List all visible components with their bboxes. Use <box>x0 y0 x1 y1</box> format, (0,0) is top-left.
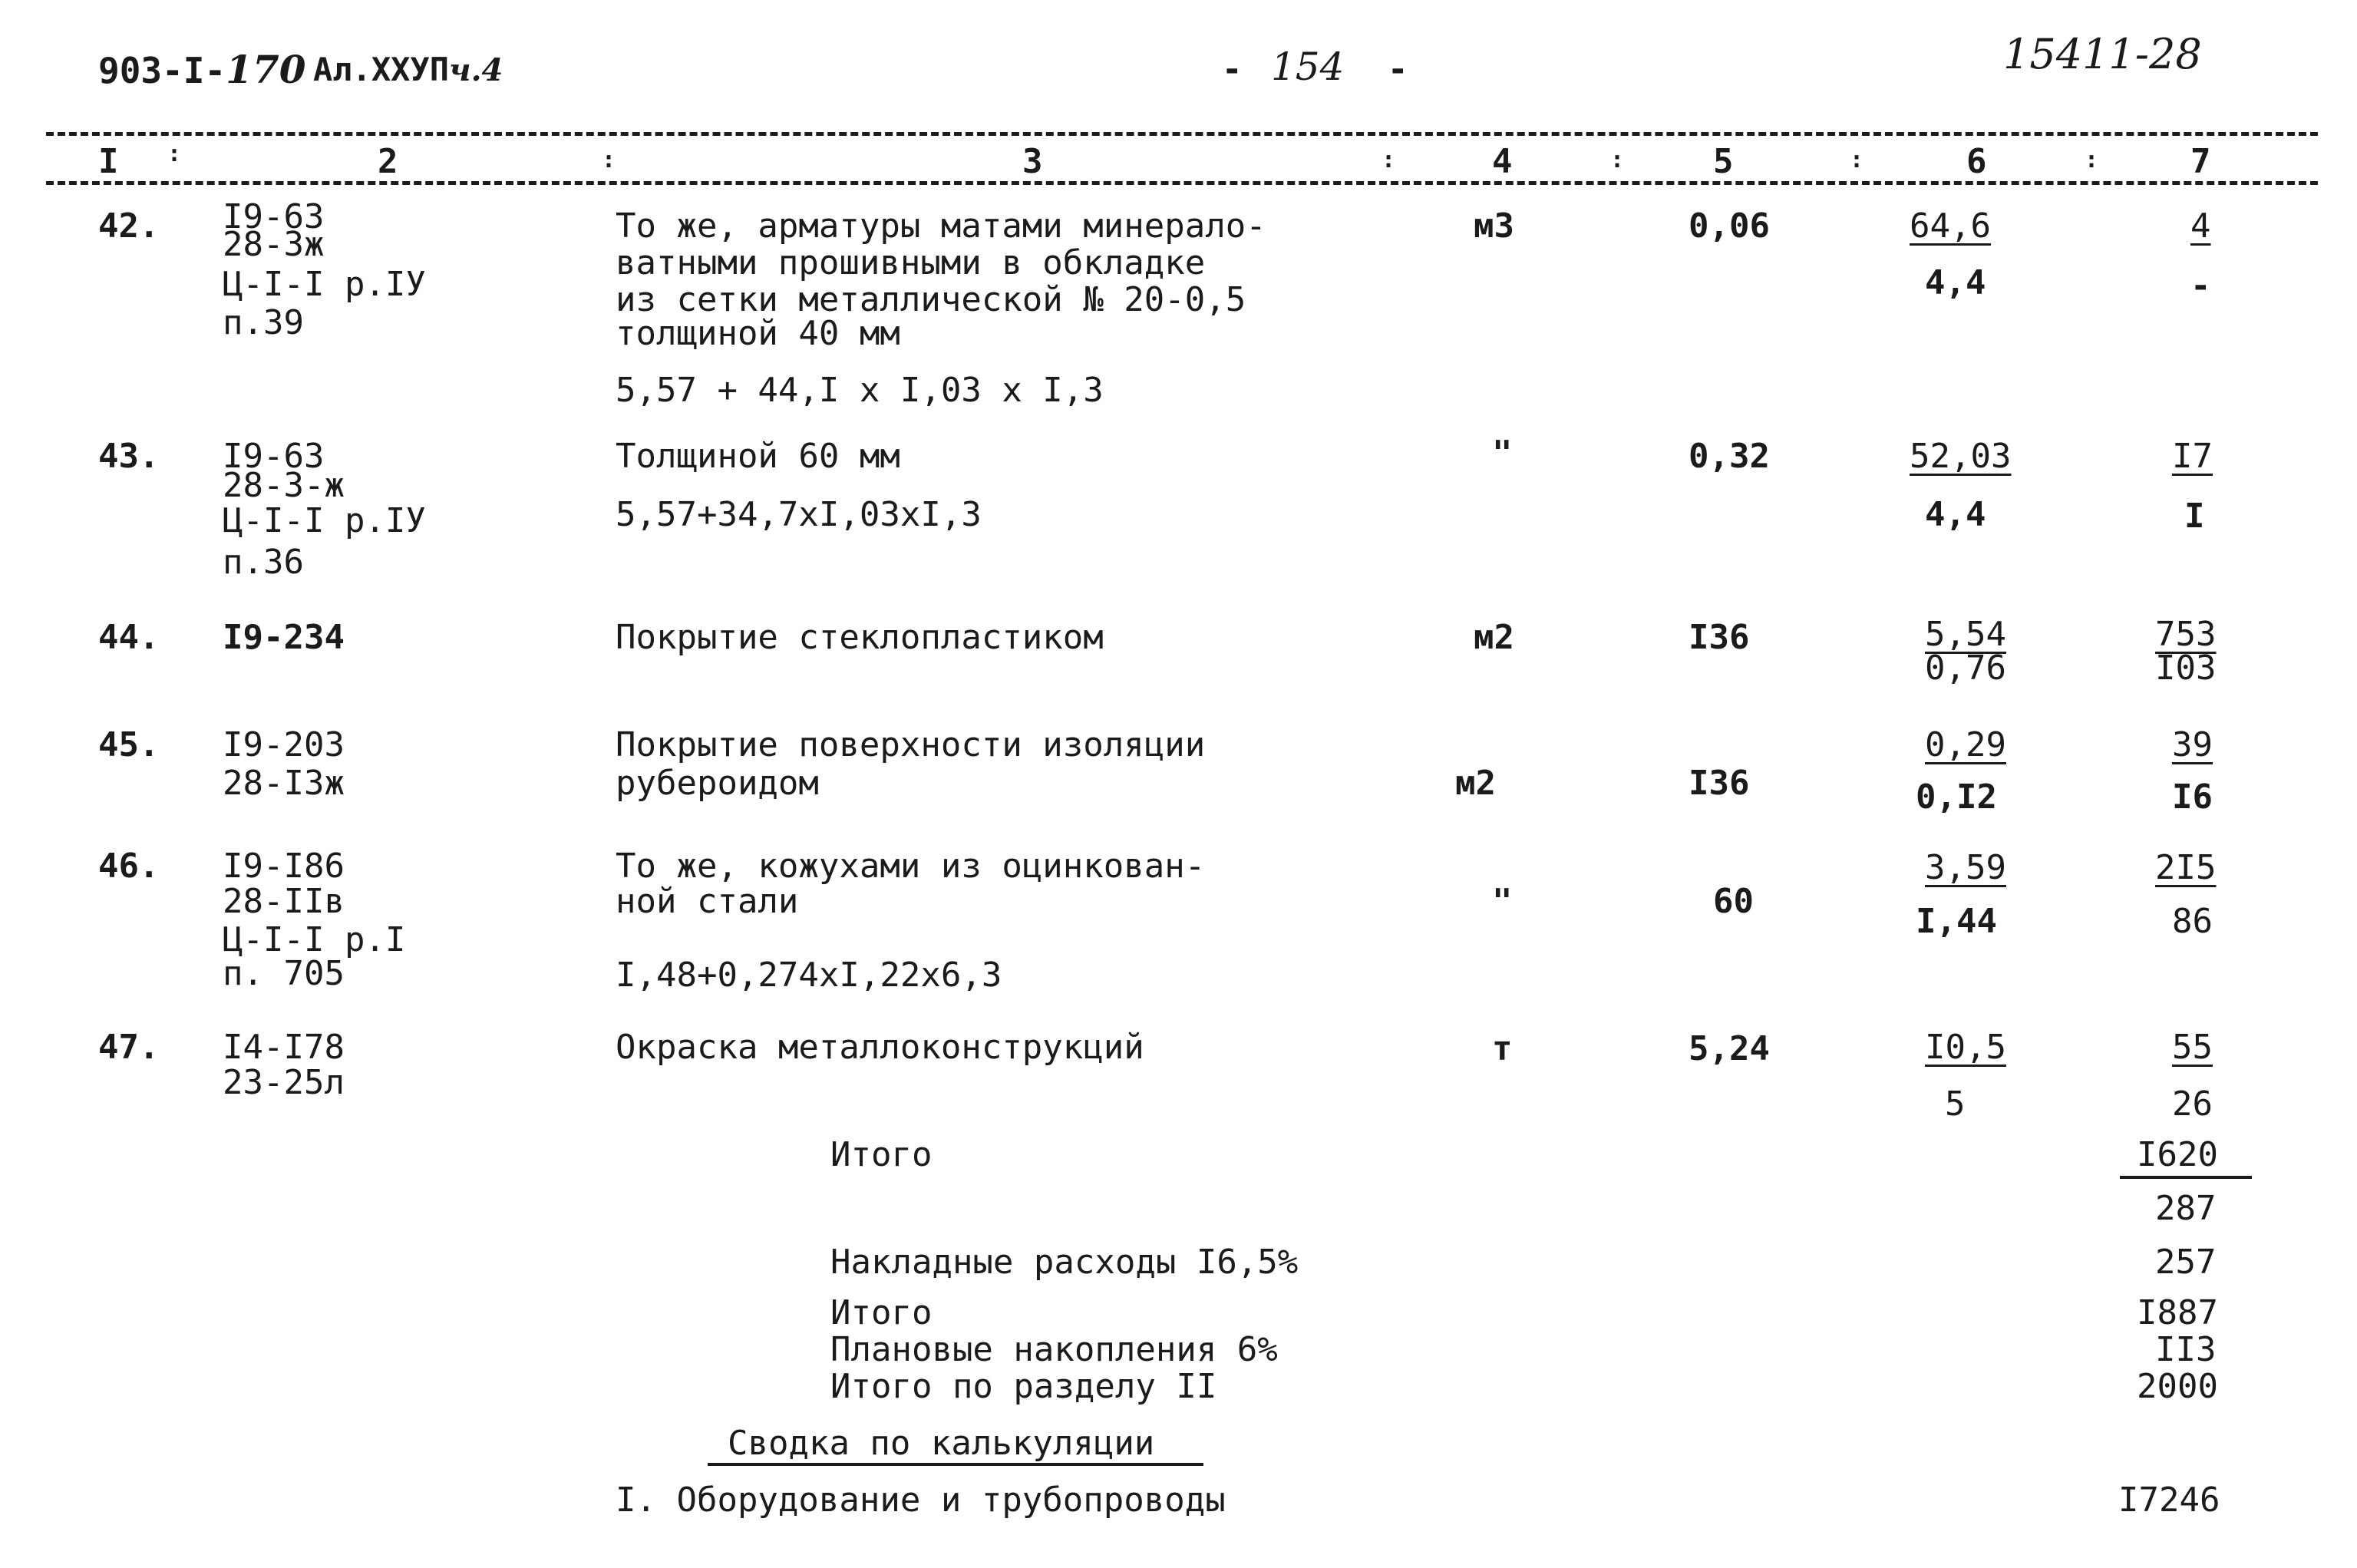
column-separator: : <box>167 140 182 167</box>
norm-code-line: 28-IIв <box>223 882 345 921</box>
unit: т <box>1492 1029 1513 1068</box>
cost-wages: - <box>2190 266 2211 305</box>
cost-wages: I03 <box>2155 649 2217 688</box>
page-dash-right: - <box>1388 50 1408 89</box>
unit-price-wages: I,44 <box>1916 902 1997 941</box>
work-description-line: ватными прошивными в обкладке <box>616 243 1206 282</box>
column-separator: : <box>1382 147 1396 173</box>
calculation-formula: 5,57 + 44,I x I,03 x I,3 <box>616 371 1104 410</box>
page-number: 154 <box>1271 45 1345 89</box>
summary-item-value: I7246 <box>2118 1481 2220 1520</box>
norm-code-line: I9-203 <box>223 725 345 764</box>
cost-wages: I6 <box>2172 777 2213 817</box>
page-dash-left: - <box>1222 50 1243 89</box>
calculation-formula: 5,57+34,7xI,03xI,3 <box>616 495 982 534</box>
album-code-printed: Ал.XXУП <box>313 51 450 88</box>
unit-price-wages: 0,I2 <box>1916 777 1997 817</box>
document-code <box>98 47 306 92</box>
cost-total: 55 <box>2172 1028 2213 1067</box>
quantity: 5,24 <box>1689 1029 1770 1068</box>
cost-total: 753 <box>2155 615 2217 654</box>
cost-total: 39 <box>2172 725 2213 764</box>
section-total-value: 2000 <box>2137 1367 2218 1406</box>
quantity: 60 <box>1713 882 1754 921</box>
summary-title: Сводка по калькуляции <box>728 1424 1155 1463</box>
unit-price-wages: 4,4 <box>1925 263 1986 302</box>
unit-price-total: I0,5 <box>1925 1028 2006 1067</box>
unit-price-total: 3,59 <box>1925 848 2006 887</box>
norm-code-line: Ц-I-I р.I <box>223 920 406 959</box>
sheet-code: 15411-28 <box>2003 30 2202 78</box>
work-description-line: То же, кожухами из оцинкован- <box>616 847 1206 886</box>
work-description-line: То же, арматуры матами минерало- <box>616 206 1266 246</box>
cost-total: I7 <box>2172 437 2213 476</box>
calculation-formula: I,48+0,274xI,22x6,3 <box>616 956 1002 995</box>
norm-code-line: I9-234 <box>223 618 345 657</box>
column-header-4: 4 <box>1492 142 1513 181</box>
column-header-2: 2 <box>378 142 398 181</box>
unit: м3 <box>1474 206 1514 246</box>
quantity: 0,06 <box>1689 206 1770 246</box>
unit-price-total: 52,03 <box>1910 437 2012 476</box>
work-description-line: Окраска металлоконструкций <box>616 1028 1144 1067</box>
norm-code-line: I9-63 <box>223 437 325 476</box>
unit-price-total: 64,6 <box>1910 206 1991 246</box>
overhead-label: Накладные расходы I6,5% <box>830 1243 1299 1282</box>
column-header-7: 7 <box>2190 142 2211 181</box>
norm-code-line: I9-63 <box>223 197 325 236</box>
quantity: I36 <box>1689 618 1750 657</box>
work-description-line: Покрытие поверхности изоляции <box>616 725 1206 764</box>
norm-code-line: 28-I3ж <box>223 764 345 803</box>
album-code <box>313 51 503 90</box>
norm-code-line: Ц-I-I р.IУ <box>223 265 426 304</box>
row-number: 42. <box>98 206 160 246</box>
unit-price-total: 5,54 <box>1925 615 2006 654</box>
column-separator: : <box>2085 147 2099 173</box>
section-total-label: Итого по разделу II <box>830 1367 1217 1406</box>
subtotal-value: I620 <box>2137 1135 2218 1174</box>
norm-code-line: п. 705 <box>223 954 345 993</box>
row-number: 43. <box>98 437 160 476</box>
unit-price-wages: 5 <box>1945 1084 1966 1124</box>
unit: " <box>1492 882 1513 921</box>
row-number: 47. <box>98 1028 160 1067</box>
subtotal-label: Итого <box>830 1135 933 1174</box>
unit: м2 <box>1455 764 1496 803</box>
quantity: 0,32 <box>1689 437 1770 476</box>
quantity: I36 <box>1689 764 1750 803</box>
header-bottom-rule <box>46 181 2318 185</box>
row-number: 46. <box>98 847 160 886</box>
subtotal-underline <box>2120 1176 2252 1179</box>
norm-code-line: Ц-I-I р.IУ <box>223 501 426 540</box>
cost-total: 4 <box>2190 206 2211 246</box>
column-separator: : <box>602 147 616 173</box>
summary-title-underline <box>708 1463 1203 1466</box>
unit-price-wages: 4,4 <box>1925 495 1986 534</box>
norm-code-line: п.39 <box>223 303 304 342</box>
norm-code-line: 23-25л <box>223 1063 345 1102</box>
row-number: 45. <box>98 725 160 764</box>
column-header-6: 6 <box>1966 142 1987 181</box>
row-number: 44. <box>98 618 160 657</box>
norm-code-line: I4-I78 <box>223 1028 345 1067</box>
norm-code-line: п.36 <box>223 543 304 582</box>
work-description-line: рубероидом <box>616 764 819 803</box>
norm-code-line: 28-3-ж <box>223 466 345 505</box>
cost-wages: I <box>2184 497 2205 536</box>
header-top-rule <box>46 132 2318 136</box>
work-description-line: Толщиной 60 мм <box>616 437 900 476</box>
work-description-line: из сетки металлической № 20-0,5 <box>616 280 1246 319</box>
unit: " <box>1492 434 1513 473</box>
document-code-printed: 903-I- <box>98 50 226 91</box>
column-separator: : <box>1850 147 1864 173</box>
column-header-1: I <box>98 142 119 181</box>
document-code-handwritten: 170 <box>226 47 306 92</box>
planned-savings-label: Плановые накопления 6% <box>830 1330 1278 1369</box>
wages-total-value: 287 <box>2155 1189 2217 1228</box>
work-description-line: толщиной 40 мм <box>616 314 900 353</box>
planned-savings-value: II3 <box>2155 1330 2217 1369</box>
overhead-value: 257 <box>2155 1243 2217 1282</box>
cost-total: 2I5 <box>2155 848 2217 887</box>
unit: м2 <box>1474 618 1514 657</box>
column-separator: : <box>1610 147 1625 173</box>
unit-price-wages: 0,76 <box>1925 649 2006 688</box>
norm-code-line: 28-3ж <box>223 225 325 264</box>
total-label: Итого <box>830 1293 933 1332</box>
column-header-3: 3 <box>1022 142 1043 181</box>
work-description-line: Покрытие стеклопластиком <box>616 618 1104 657</box>
column-header-5: 5 <box>1713 142 1734 181</box>
norm-code-line: I9-I86 <box>223 847 345 886</box>
album-part-handwritten: ч.4 <box>449 52 503 88</box>
summary-item-label: I. Оборудование и трубопроводы <box>616 1481 1226 1520</box>
work-description-line: ной стали <box>616 882 799 921</box>
unit-price-total: 0,29 <box>1925 725 2006 764</box>
cost-wages: 26 <box>2172 1084 2213 1124</box>
cost-wages: 86 <box>2172 902 2213 941</box>
total-value: I887 <box>2137 1293 2218 1332</box>
